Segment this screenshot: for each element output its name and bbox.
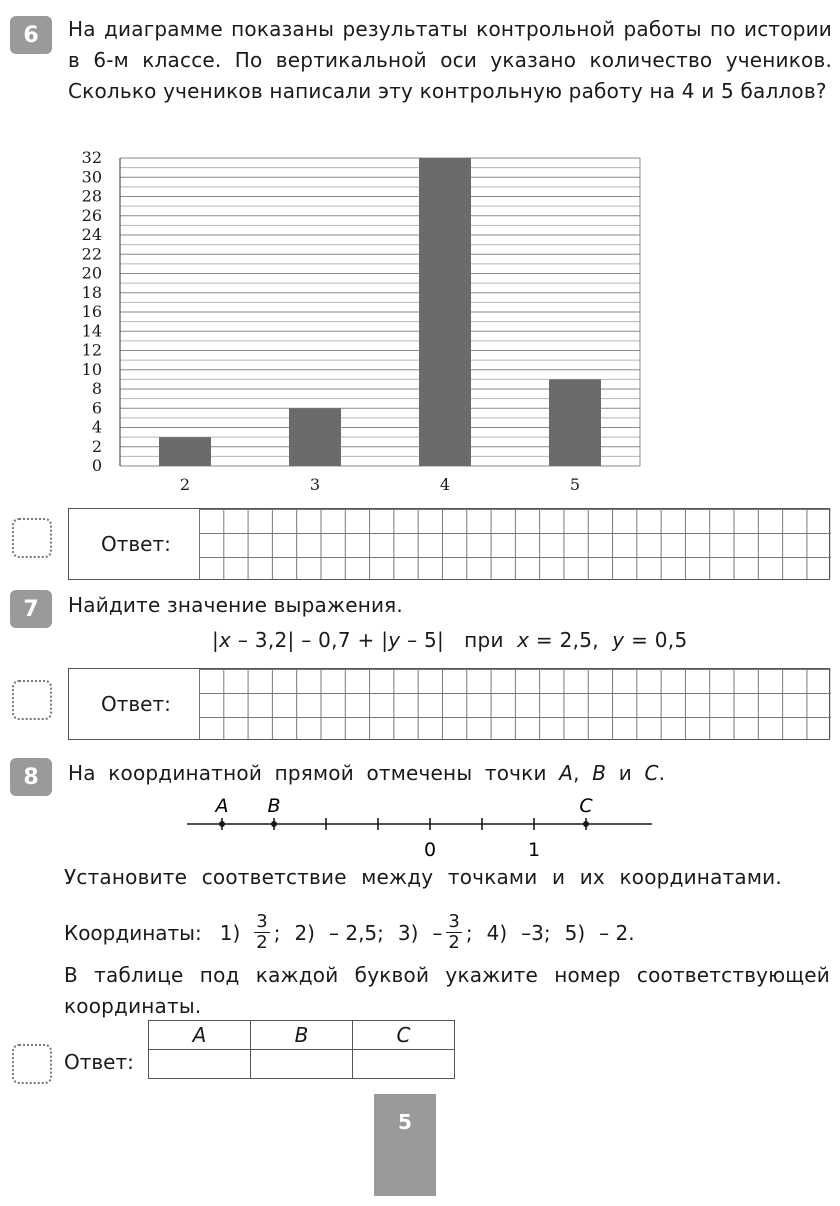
period: . [658,761,666,785]
y-tick-label: 16 [81,302,102,321]
y-tick-label: 14 [81,321,102,341]
expr-var-x: x [219,628,232,652]
results-bar-chart [60,148,660,498]
task-8-instruction: Установите соответствие между точками и их координатами. [64,865,782,889]
expr-part: | [212,628,220,652]
point-a-ref: A [559,761,574,785]
fraction-denominator: 2 [256,932,268,953]
y-tick-label: 22 [81,244,102,264]
expr-var-y: y [388,628,401,652]
task-7-answer-grid[interactable] [199,669,831,739]
y-tick-label: 10 [81,359,102,379]
fraction-denominator: 2 [448,932,460,953]
one-label: 1 [527,839,541,861]
point-a-label: A [215,795,229,817]
task-8-check-box[interactable] [12,1044,52,1084]
task-8-answer-label: Ответ: [64,1050,134,1074]
task-8-table-instruction: В таблице под каждой буквой укажите номер соответствующей координаты. [64,963,830,1018]
task-7-answer-label: Ответ: [101,692,171,716]
y-tick-label: 12 [81,340,102,360]
task-7-number-badge [10,590,52,628]
task-7-answer-box [68,668,830,740]
semicolon: ; [465,920,473,945]
option-2-num: 2) [294,920,315,945]
option-4-value: –3; [521,920,551,945]
expr-part: – 3,2| – 0,7 + | [231,628,389,652]
x-tick-label: 5 [569,475,581,494]
option-3-num: 3) [397,920,419,945]
y-tick-label: 4 [91,417,102,437]
expr-var-x: x [517,628,530,652]
fraction-numerator: 3 [256,911,268,932]
task-6-answer-box [68,508,830,580]
y-tick-label: 28 [81,186,102,206]
option-5-num: 5) [564,920,586,945]
task-7-question: Найдите значение выражения. [68,593,403,617]
y-tick-label: 8 [91,379,102,398]
point-b-ref: B [592,761,607,785]
x-tick-label: 4 [439,475,451,494]
bar-2 [159,437,211,466]
fraction-three-halves [446,912,461,953]
semicolon: ; [273,920,281,945]
y-tick-label: 0 [91,456,102,475]
task-7-check-box[interactable] [12,680,52,720]
coordinate-line [0,792,840,862]
y-tick-label: 30 [81,167,102,187]
task-6-check-box[interactable] [12,518,52,558]
task-7-number: 7 [23,596,39,622]
answer-cell-b[interactable] [251,1050,353,1079]
coordinates-options [64,912,635,953]
coords-label: Координаты: [64,920,202,945]
zero-label: 0 [423,839,437,861]
y-tick-label: 32 [81,148,102,167]
task-6-answer-grid[interactable] [199,509,831,579]
option-5-value: – 2. [599,920,635,945]
task-6-number-badge [10,16,52,54]
point-c [583,821,589,827]
comma: , [573,761,580,785]
x-tick-label: 2 [179,475,191,494]
point-c-label: C [579,795,593,817]
y-tick-label: 6 [91,398,102,418]
x-tick-label: 3 [309,475,321,494]
bar-5 [549,379,601,466]
option-2-value: – 2,5; [328,920,384,945]
expr-part: = 2,5, [529,628,613,652]
answer-cell-c[interactable] [353,1050,455,1079]
page-number-tab [374,1094,436,1196]
task-6-number: 6 [23,22,39,48]
col-c-header: C [353,1021,455,1050]
task-6-answer-label: Ответ: [101,532,171,556]
y-tick-label: 2 [91,436,102,456]
task-8-question-text: На координатной прямой отмечены точки [68,761,560,785]
expr-var-y: y [612,628,625,652]
task-8-question [68,758,832,789]
col-b-header: B [251,1021,353,1050]
y-tick-label: 18 [81,282,102,302]
task-7-expression [212,628,688,652]
y-tick-label: 24 [81,225,102,244]
task-8-number: 8 [23,764,39,790]
option-4-num: 4) [486,920,508,945]
conj: и [618,761,632,785]
y-tick-label: 26 [81,205,102,225]
point-c-ref: C [644,761,659,785]
y-tick-label: 20 [81,263,102,283]
fraction-numerator: 3 [448,911,460,932]
option-1-num: 1) [219,920,241,945]
expr-part: = 0,5 [624,628,688,652]
option-3-minus: – [432,920,443,945]
task-8-answer-table [148,1020,455,1079]
point-b-label: B [267,795,281,817]
point-a [219,821,225,827]
task-8-number-badge [10,758,52,796]
point-b [271,821,277,827]
task-6-question: На диаграмме показаны результаты контрольной работы по истории в 6-м классе. По вертикальной оси указано количество учеников. Сколько учеников написали эту контрольную работу на 4 и 5 баллов? [68,17,832,103]
page-number: 5 [398,1110,412,1134]
bar-4 [419,158,471,466]
fraction-three-halves [254,912,269,953]
expr-part: – 5| при [400,628,518,652]
answer-cell-a[interactable] [149,1050,251,1079]
bar-3 [289,408,341,466]
col-a-header: A [149,1021,251,1050]
